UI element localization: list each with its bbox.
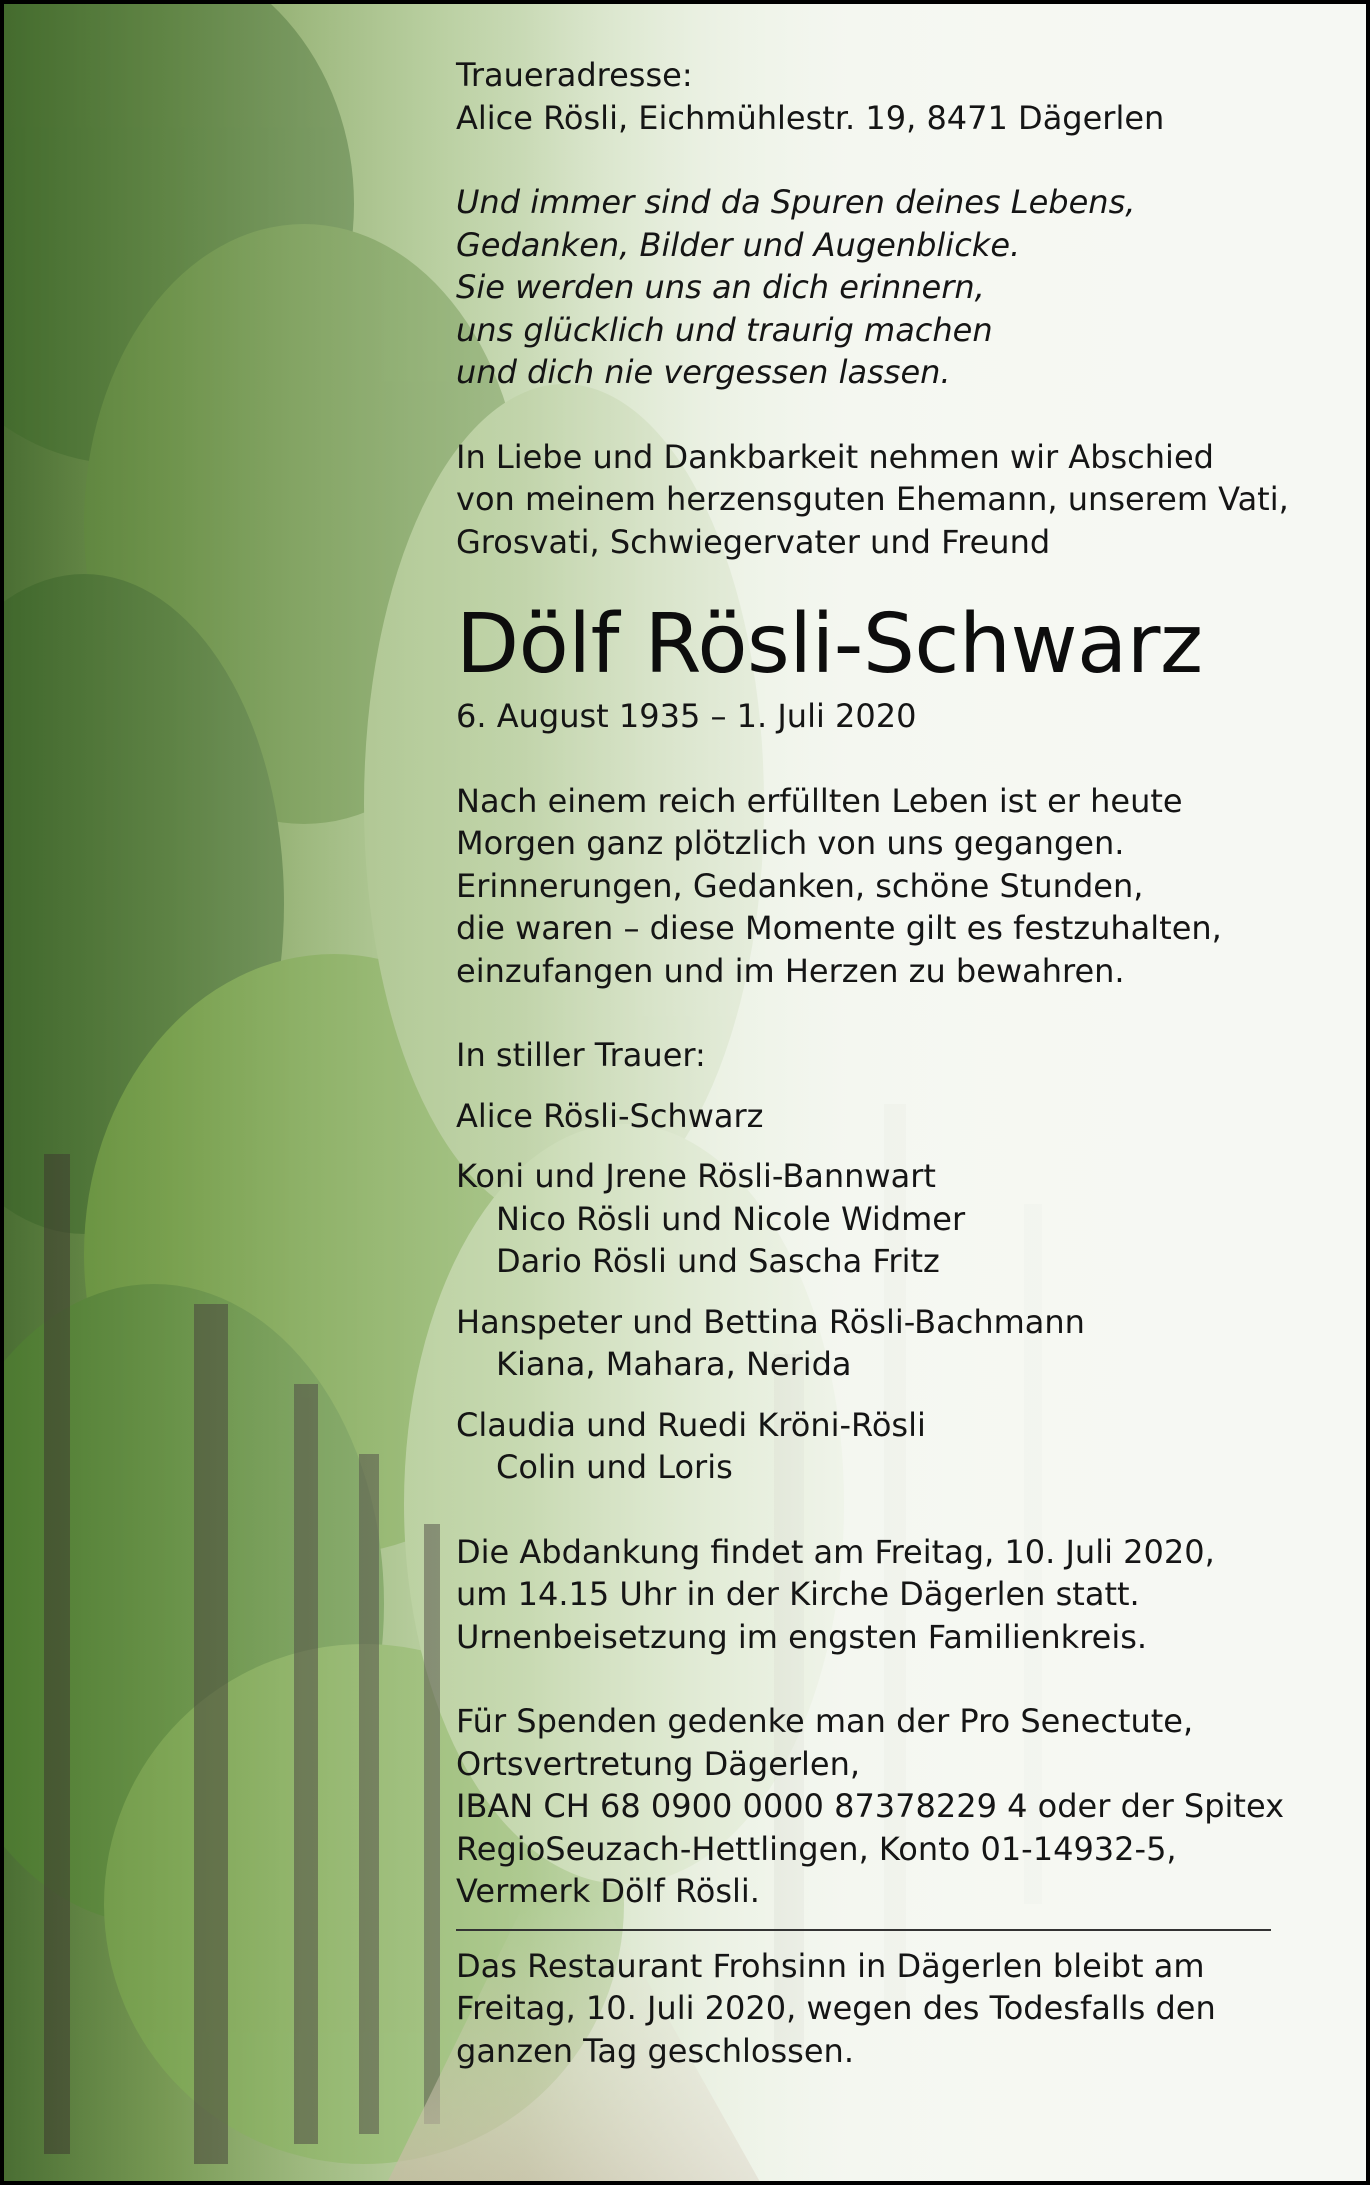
notice-line: Freitag, 10. Juli 2020, wegen des Todesfalls den	[456, 1989, 1216, 2027]
poem-line: und dich nie vergessen lassen.	[456, 353, 951, 391]
deceased-name: Dölf Rösli-Schwarz	[456, 597, 1203, 692]
donation-line: Ortsvertretung Dägerlen,	[456, 1744, 861, 1783]
mourner-sub: Nico Rösli und Nicole Widmer	[496, 1199, 966, 1238]
obituary-text	[456, 54, 1336, 2072]
message-line: die waren – diese Momente gilt es festzuhalten,	[456, 909, 1222, 947]
divider	[456, 1929, 1271, 1931]
address-block	[456, 54, 1336, 139]
mourner-group	[456, 1301, 1336, 1386]
mourners-heading: In stiller Trauer:	[456, 1036, 706, 1074]
mourner-main: Claudia und Ruedi Kröni-Rösli	[456, 1405, 926, 1444]
donation-line: IBAN CH 68 0900 0000 87378229 4 oder der Spitex	[456, 1787, 1285, 1825]
mourner-main: Alice Rösli-Schwarz	[456, 1096, 764, 1135]
mourner-group	[456, 1404, 1336, 1489]
poem	[456, 181, 1336, 394]
message-line: Erinnerungen, Gedanken, schöne Stunden,	[456, 866, 1144, 905]
mourner-sub: Kiana, Mahara, Nerida	[496, 1345, 852, 1383]
donation-line: Vermerk Dölf Rösli.	[456, 1872, 760, 1910]
service-line: um 14.15 Uhr in der Kirche Dägerlen statt.	[456, 1575, 1140, 1613]
donation-line: RegioSeuzach-Hettlingen, Konto 01-14932-5,	[456, 1829, 1177, 1868]
poem-line: Gedanken, Bilder und Augenblicke.	[456, 225, 1021, 264]
donation-line: Für Spenden gedenke man der Pro Senectute,	[456, 1702, 1194, 1740]
message-line: Nach einem reich erfüllten Leben ist er heute	[456, 781, 1183, 820]
mourner-group	[456, 1155, 1336, 1283]
message-text	[456, 780, 1336, 993]
farewell-line: In Liebe und Dankbarkeit nehmen wir Abschied	[456, 437, 1214, 476]
service-info	[456, 1531, 1336, 1659]
closure-notice	[456, 1945, 1336, 2073]
service-line: Urnenbeisetzung im engsten Familienkreis.	[456, 1617, 1148, 1656]
mourner-main: Koni und Jrene Rösli-Bannwart	[456, 1157, 936, 1195]
farewell-line: Grosvati, Schwiegervater und Freund	[456, 522, 1051, 561]
mourner-sub: Dario Rösli und Sascha Fritz	[496, 1242, 940, 1280]
service-line: Die Abdankung findet am Freitag, 10. Juli 2020,	[456, 1532, 1215, 1571]
mourner-main: Hanspeter und Bettina Rösli-Bachmann	[456, 1302, 1085, 1341]
message-line: Morgen ganz plötzlich von uns gegangen.	[456, 824, 1125, 862]
notice-line: ganzen Tag geschlossen.	[456, 2031, 854, 2070]
poem-line: uns glücklich und traurig machen	[456, 310, 993, 349]
mourner-sub: Colin und Loris	[496, 1448, 733, 1486]
mourner-group	[456, 1095, 1336, 1138]
donation-info	[456, 1700, 1336, 1913]
address-line: Alice Rösli, Eichmühlestr. 19, 8471 Dägerlen	[456, 98, 1165, 137]
message-line: einzufangen und im Herzen zu bewahren.	[456, 951, 1125, 990]
poem-line: Sie werden uns an dich erinnern,	[456, 268, 985, 306]
farewell-line: von meinem herzensguten Ehemann, unserem Vati,	[456, 480, 1289, 518]
farewell-text	[456, 436, 1336, 564]
notice-line: Das Restaurant Frohsinn in Dägerlen bleibt am	[456, 1946, 1205, 1985]
poem-line: Und immer sind da Spuren deines Lebens,	[456, 183, 1136, 221]
life-dates: 6. August 1935 – 1. Juli 2020	[456, 697, 917, 735]
address-heading: Traueradresse:	[456, 56, 693, 94]
